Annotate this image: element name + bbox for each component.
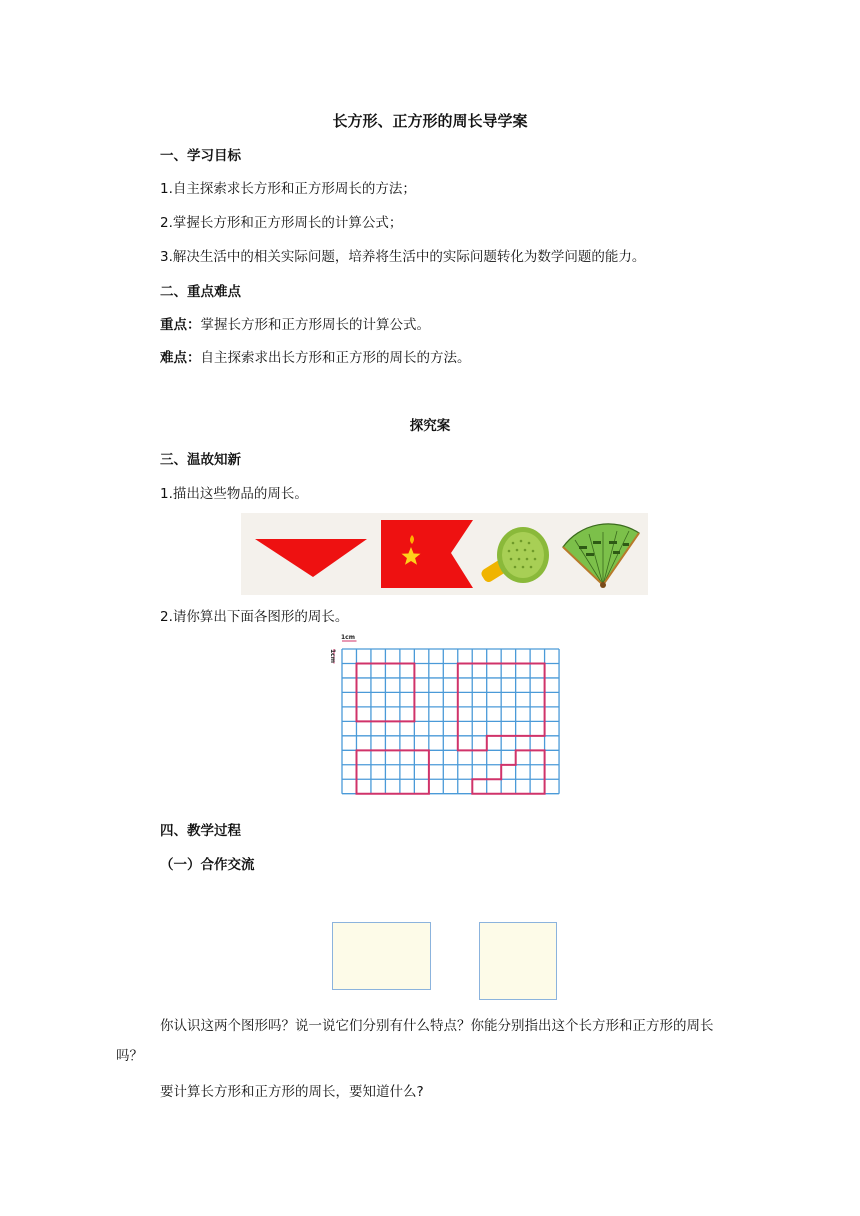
- difficulty-label: 难点：: [160, 350, 201, 366]
- objects-illustration: [241, 513, 648, 595]
- page-title: 长方形、正方形的周长导学案: [332, 112, 528, 130]
- section-heading-process: 四、教学过程: [160, 823, 241, 839]
- difficulty-line: [160, 349, 471, 367]
- unit-label-top: 1cm: [341, 634, 355, 641]
- square-shape: [479, 922, 557, 1000]
- goal-item-2: 2.掌握长方形和正方形周长的计算公式；: [160, 215, 403, 231]
- rectangle-shape: [332, 922, 431, 990]
- goal-item-1: 1.自主探索求长方形和正方形周长的方法；: [160, 181, 416, 197]
- subsection-heading-cooperation: （一）合作交流: [160, 857, 255, 873]
- section-heading-review: 三、温故知新: [160, 452, 241, 468]
- outline-staircase-bottom-right: [472, 750, 544, 793]
- section-heading-goals: 一、学习目标: [160, 148, 241, 164]
- explore-title: 探究案: [409, 418, 451, 434]
- key-point-line: [160, 316, 430, 334]
- grid-figure: [322, 633, 564, 813]
- paragraph-shapes-question: 你认识这两个图形吗？说一说它们分别有什么特点？你能分别指出这个长方形和正方形的周长吗？: [116, 1018, 714, 1064]
- key-point-text: 掌握长方形和正方形周长的计算公式。: [200, 317, 430, 333]
- question-1: 1.描出这些物品的周长。: [160, 486, 308, 502]
- grid-outline-shapes: [357, 664, 545, 794]
- goal-item-3: 3.解决生活中的相关实际问题，培养将生活中的实际问题转化为数学问题的能力。: [160, 249, 646, 265]
- key-point-label: 重点：: [160, 317, 201, 333]
- paragraph-perimeter-question: 要计算长方形和正方形的周长，要知道什么?: [160, 1084, 424, 1100]
- outline-rect-bottom-left: [357, 750, 429, 793]
- section-heading-key-points: 二、重点难点: [160, 284, 241, 300]
- question-2: 2.请你算出下面各图形的周长。: [160, 609, 349, 625]
- difficulty-text: 自主探索求出长方形和正方形的周长的方法。: [200, 350, 471, 366]
- unit-label-left: 1cm: [329, 649, 336, 663]
